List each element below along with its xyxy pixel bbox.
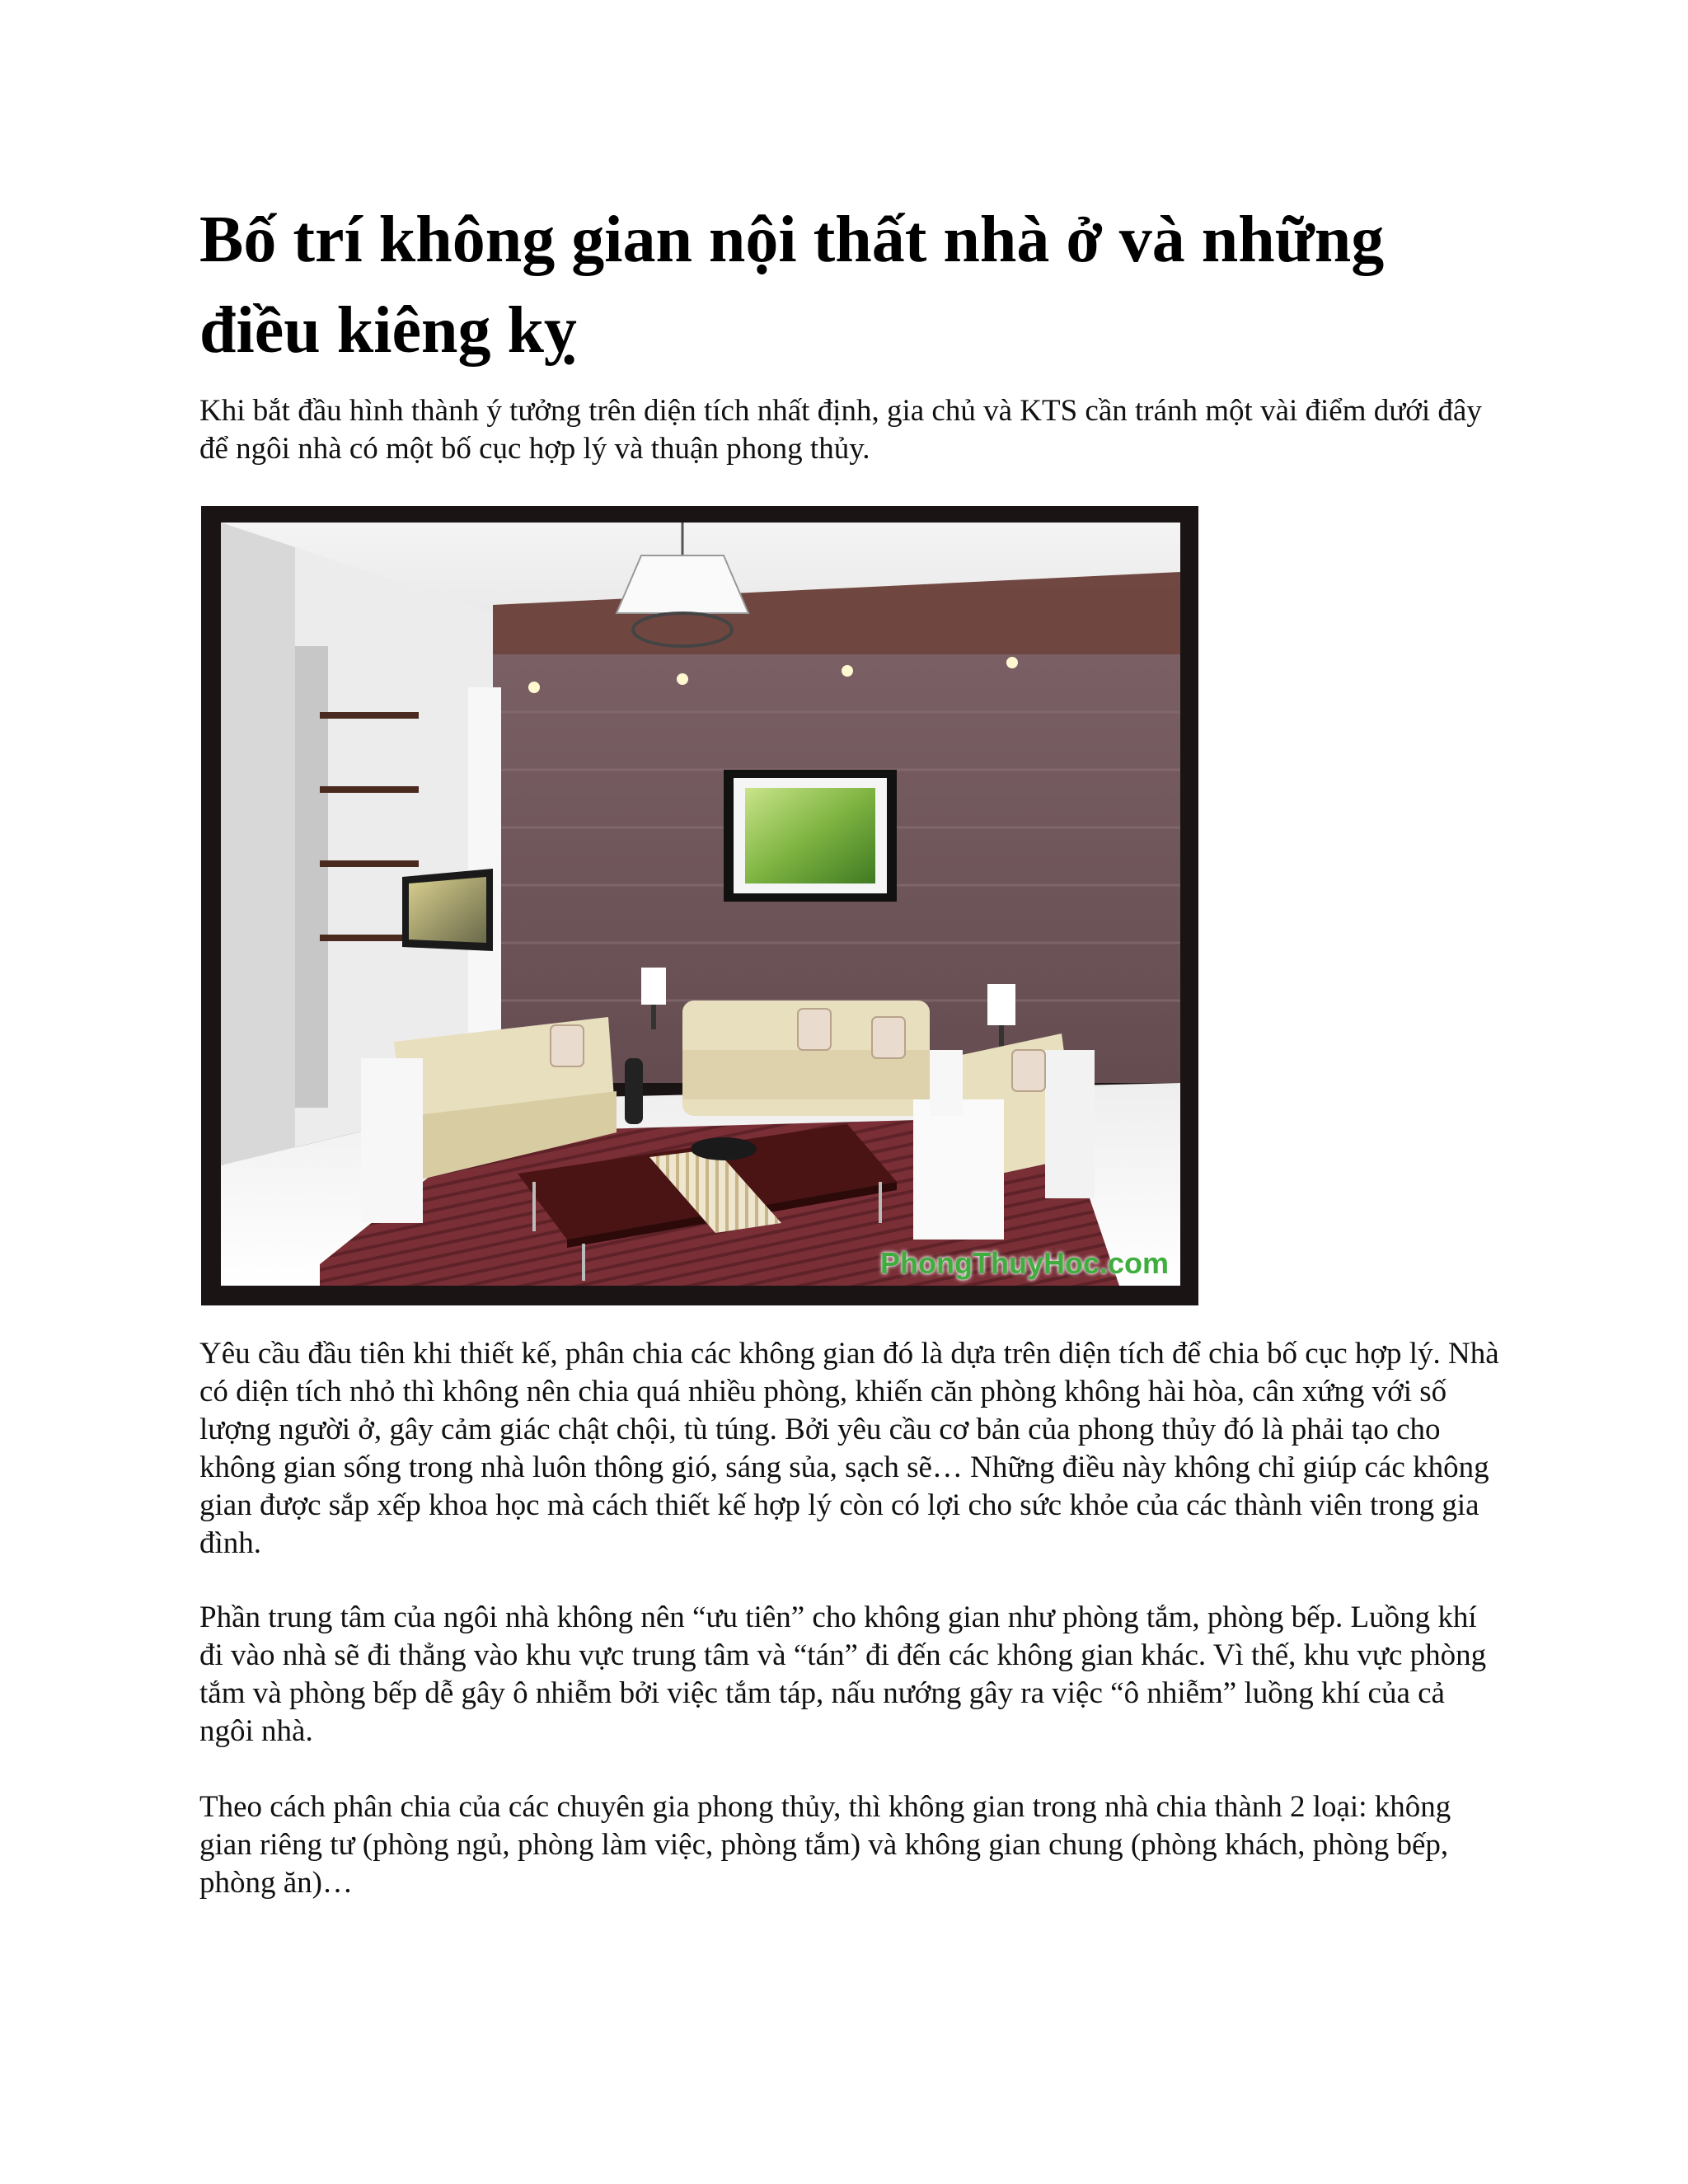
article-paragraph-2: Phần trung tâm của ngôi nhà không nên “ưu tiên” cho không gian như phòng tắm, phòng bếp. Luồng khí đi vào nhà sẽ đi thẳng vào khu vực trung tâm và “tán” đi đến các không gian khác. Vì thế, khu vực phòng tắm và phòng bếp dễ gây ô nhiễm bởi việc tắm táp, nấu nướng gây ra việc “ô nhiễm” luồng khí của cả ngôi nhà. xyxy=(199,1601,1487,1748)
living-room-photo xyxy=(201,506,1198,1305)
article-paragraph-3: Theo cách phân chia của các chuyên gia phong thủy, thì không gian trong nhà chia thành 2 loại: không gian riêng tư (phòng ngủ, phòng làm việc, phòng tắm) và không gian chung (phòng khách, phòng bếp, phòng ăn)… xyxy=(199,1790,1451,1900)
article-paragraph-1: Yêu cầu đầu tiên khi thiết kế, phân chia các không gian đó là dựa trên diện tích để chia bố cục hợp lý. Nhà có diện tích nhỏ thì không nên chia quá nhiều phòng, khiến căn phòng không hài hòa, cân xứng với số lượng người ở, gây cảm giác chật chội, tù túng. Bởi yêu cầu cơ bản của phong thủy đó là phải tạo cho không gian sống trong nhà luôn thông gió, sáng sủa, sạch sẽ… Những điều này không chỉ giúp các không gian được sắp xếp khoa học mà cách thiết kế hợp lý còn có lợi cho sức khỏe của các thành viên trong gia đình. xyxy=(199,1337,1499,1560)
living-room-illustration xyxy=(221,523,1180,1286)
article-title: Bố trí không gian nội thất nhà ở và những điều kiêng kỵ xyxy=(199,204,1385,367)
article-intro: Khi bắt đầu hình thành ý tưởng trên diện tích nhất định, gia chủ và KTS cần tránh một vài điểm dưới đây để ngôi nhà có một bố cục hợp lý và thuận phong thủy. xyxy=(199,394,1482,466)
image-watermark: PhongThuyHoc.com xyxy=(880,1246,1169,1280)
